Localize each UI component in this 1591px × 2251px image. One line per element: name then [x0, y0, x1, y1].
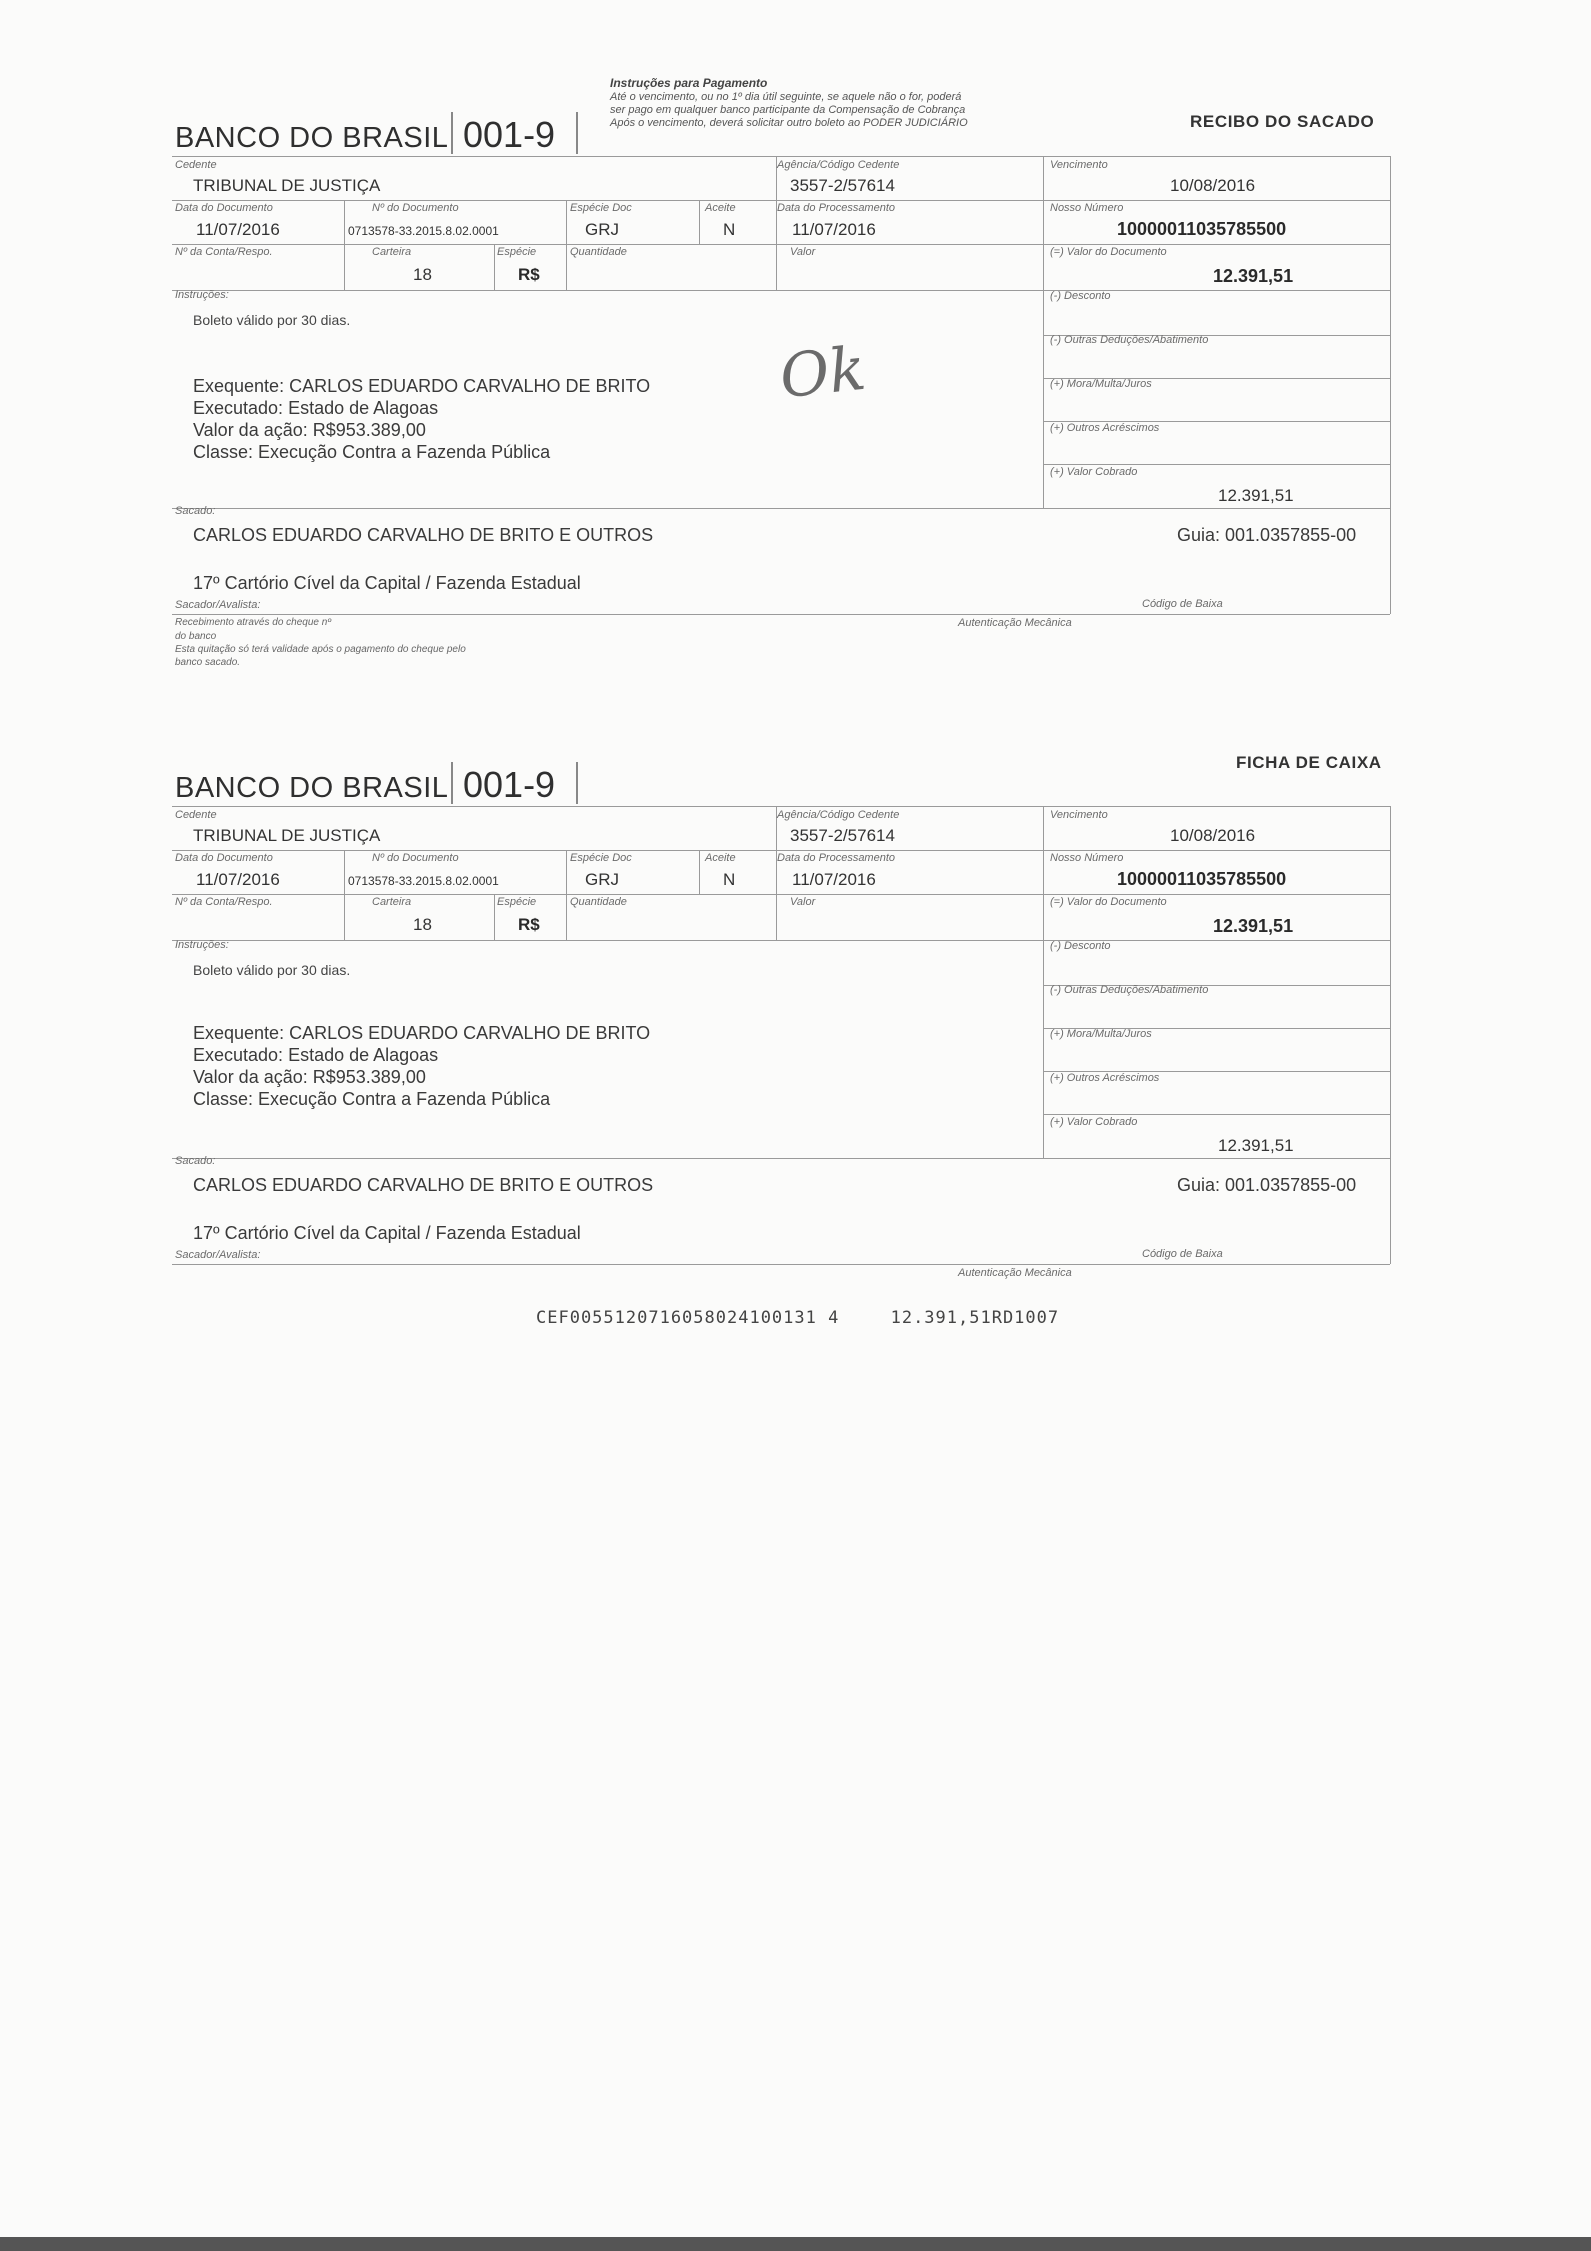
valor-documento-label: (=) Valor do Documento [1050, 246, 1167, 258]
mora-label: (+) Mora/Multa/Juros [1050, 1028, 1152, 1040]
codigo-baixa-label: Código de Baixa [1142, 598, 1223, 610]
vencimento-value: 10/08/2016 [1170, 176, 1256, 195]
exequente: Exequente: CARLOS EDUARDO CARVALHO DE BRITO [193, 1023, 651, 1043]
ficha-section [0, 650, 1591, 1350]
valor-acao: Valor da ação: R$953.389,00 [193, 1067, 426, 1087]
especie-value: R$ [518, 265, 540, 284]
data-processamento-label: Data do Processamento [777, 852, 896, 864]
classe: Classe: Execução Contra a Fazenda Pública [193, 442, 551, 462]
valor-cobrado-value: 12.391,51 [1218, 486, 1294, 505]
mora-label: (+) Mora/Multa/Juros [1050, 378, 1152, 390]
outras-deducoes-label: (-) Outras Deduções/Abatimento [1050, 984, 1209, 996]
cedente-label: Cedente [175, 159, 217, 171]
sacado-value: CARLOS EDUARDO CARVALHO DE BRITO E OUTROS [193, 525, 654, 545]
valor-label: Valor [790, 246, 816, 258]
guia-value: Guia: 001.0357855-00 [1177, 1175, 1357, 1195]
especie-label: Espécie [497, 246, 537, 258]
handwritten-ok: Ok [776, 333, 869, 413]
bank-separator [451, 112, 453, 154]
vencimento-label: Vencimento [1050, 159, 1108, 171]
classe: Classe: Execução Contra a Fazenda Pública [193, 1089, 551, 1109]
bank-code: 001-9 [463, 764, 556, 805]
sacado-value: CARLOS EDUARDO CARVALHO DE BRITO E OUTROS [193, 1175, 654, 1195]
carteira-value: 18 [413, 915, 432, 934]
sacador-label: Sacador/Avalista: [175, 599, 261, 611]
bank-separator [576, 112, 578, 154]
cheque-note-1: Recebimento através do cheque nº [175, 617, 331, 628]
data-documento-value: 11/07/2016 [196, 220, 280, 239]
agencia-value: 3557-2/57614 [790, 176, 895, 195]
instructions-heading: Instruções para Pagamento [610, 76, 768, 90]
data-processamento-value: 11/07/2016 [792, 220, 876, 239]
especie-value: R$ [518, 915, 540, 934]
num-documento-label: Nº do Documento [372, 852, 459, 864]
num-documento-label: Nº do Documento [372, 202, 459, 214]
executado: Executado: Estado de Alagoas [193, 1045, 439, 1065]
num-documento-value: 0713578-33.2015.8.02.0001 [348, 224, 499, 238]
ficha-title: FICHA DE CAIXA [1236, 753, 1382, 772]
especie-doc-label: Espécie Doc [570, 852, 632, 864]
data-documento-value: 11/07/2016 [196, 870, 280, 889]
data-documento-label: Data do Documento [175, 202, 273, 214]
autenticacao-label: Autenticação Mecânica [958, 617, 1072, 629]
sacado-label: Sacado: [175, 505, 216, 517]
bank-separator [576, 762, 578, 804]
desconto-label: (-) Desconto [1050, 290, 1111, 302]
agencia-label: Agência/Código Cedente [777, 809, 900, 821]
aceite-value: N [723, 220, 736, 239]
bank-separator [451, 762, 453, 804]
nosso-numero-value: 10000011035785500 [1117, 869, 1287, 889]
cartorio-value: 17º Cartório Cível da Capital / Fazenda Estadual [193, 573, 581, 593]
especie-doc-label: Espécie Doc [570, 202, 632, 214]
desconto-label: (-) Desconto [1050, 940, 1111, 952]
sacado-label: Sacado: [175, 1155, 216, 1167]
agencia-value: 3557-2/57614 [790, 826, 895, 845]
vencimento-value: 10/08/2016 [1170, 826, 1256, 845]
auth-stamp-code: CEF0055120716058024100131 4 [536, 1308, 840, 1328]
especie-doc-value: GRJ [585, 220, 619, 239]
instrucoes-label: Instruções: [175, 289, 229, 301]
recibo-section [0, 0, 1591, 720]
valor-cobrado-label: (+) Valor Cobrado [1050, 466, 1138, 478]
scan-edge [0, 2237, 1591, 2251]
boleto-validade: Boleto válido por 30 dias. [193, 312, 351, 328]
cheque-note-3: Esta quitação só terá validade após o pagamento do cheque pelo [175, 644, 466, 655]
auth-stamp [536, 1308, 1059, 1328]
carteira-value: 18 [413, 265, 432, 284]
codigo-baixa-label: Código de Baixa [1142, 1248, 1223, 1260]
instructions-line-2: ser pago em qualquer banco participante da Compensação de Cobrança [610, 104, 966, 116]
cheque-note-4: banco sacado. [175, 657, 241, 668]
outras-deducoes-label: (-) Outras Deduções/Abatimento [1050, 334, 1209, 346]
valor-acao: Valor da ação: R$953.389,00 [193, 420, 426, 440]
instructions-line-1: Até o vencimento, ou no 1º dia útil seguinte, se aquele não o for, poderá [610, 91, 962, 103]
cheque-note-2: do banco [175, 631, 217, 642]
agencia-label: Agência/Código Cedente [777, 159, 900, 171]
sacador-label: Sacador/Avalista: [175, 1249, 261, 1261]
valor-documento-label: (=) Valor do Documento [1050, 896, 1167, 908]
cedente-value: TRIBUNAL DE JUSTIÇA [193, 176, 381, 195]
cedente-label: Cedente [175, 809, 217, 821]
valor-documento-value: 12.391,51 [1213, 266, 1294, 286]
exequente: Exequente: CARLOS EDUARDO CARVALHO DE BRITO [193, 376, 651, 396]
autenticacao-label: Autenticação Mecânica [958, 1267, 1072, 1279]
recibo-title: RECIBO DO SACADO [1190, 112, 1375, 131]
guia-value: Guia: 001.0357855-00 [1177, 525, 1357, 545]
bank-code: 001-9 [463, 114, 556, 155]
valor-cobrado-label: (+) Valor Cobrado [1050, 1116, 1138, 1128]
aceite-label: Aceite [705, 852, 736, 864]
aceite-value: N [723, 870, 736, 889]
valor-cobrado-value: 12.391,51 [1218, 1136, 1294, 1155]
especie-label: Espécie [497, 896, 537, 908]
executado: Executado: Estado de Alagoas [193, 398, 439, 418]
cedente-value: TRIBUNAL DE JUSTIÇA [193, 826, 381, 845]
quantidade-label: Quantidade [570, 896, 627, 908]
outros-acrescimos-label: (+) Outros Acréscimos [1050, 1072, 1160, 1084]
data-processamento-value: 11/07/2016 [792, 870, 876, 889]
nosso-numero-label: Nosso Número [1050, 852, 1124, 864]
num-documento-value: 0713578-33.2015.8.02.0001 [348, 874, 499, 888]
nosso-numero-label: Nosso Número [1050, 202, 1124, 214]
instructions-line-3: Após o vencimento, deverá solicitar outro boleto ao PODER JUDICIÁRIO [610, 117, 968, 129]
especie-doc-value: GRJ [585, 870, 619, 889]
valor-documento-value: 12.391,51 [1213, 916, 1294, 936]
bank-name: BANCO DO BRASIL [175, 772, 449, 804]
bank-name: BANCO DO BRASIL [175, 122, 449, 154]
boleto-validade: Boleto válido por 30 dias. [193, 962, 351, 978]
auth-stamp-amount: 12.391,51RD1007 [890, 1308, 1060, 1328]
data-documento-label: Data do Documento [175, 852, 273, 864]
outros-acrescimos-label: (+) Outros Acréscimos [1050, 422, 1160, 434]
conta-label: Nº da Conta/Respo. [175, 896, 273, 908]
vencimento-label: Vencimento [1050, 809, 1108, 821]
data-processamento-label: Data do Processamento [777, 202, 896, 214]
quantidade-label: Quantidade [570, 246, 627, 258]
carteira-label: Carteira [372, 246, 412, 258]
carteira-label: Carteira [372, 896, 412, 908]
aceite-label: Aceite [705, 202, 736, 214]
nosso-numero-value: 10000011035785500 [1117, 219, 1287, 239]
conta-label: Nº da Conta/Respo. [175, 246, 273, 258]
valor-label: Valor [790, 896, 816, 908]
instrucoes-label: Instruções: [175, 939, 229, 951]
cartorio-value: 17º Cartório Cível da Capital / Fazenda Estadual [193, 1223, 581, 1243]
